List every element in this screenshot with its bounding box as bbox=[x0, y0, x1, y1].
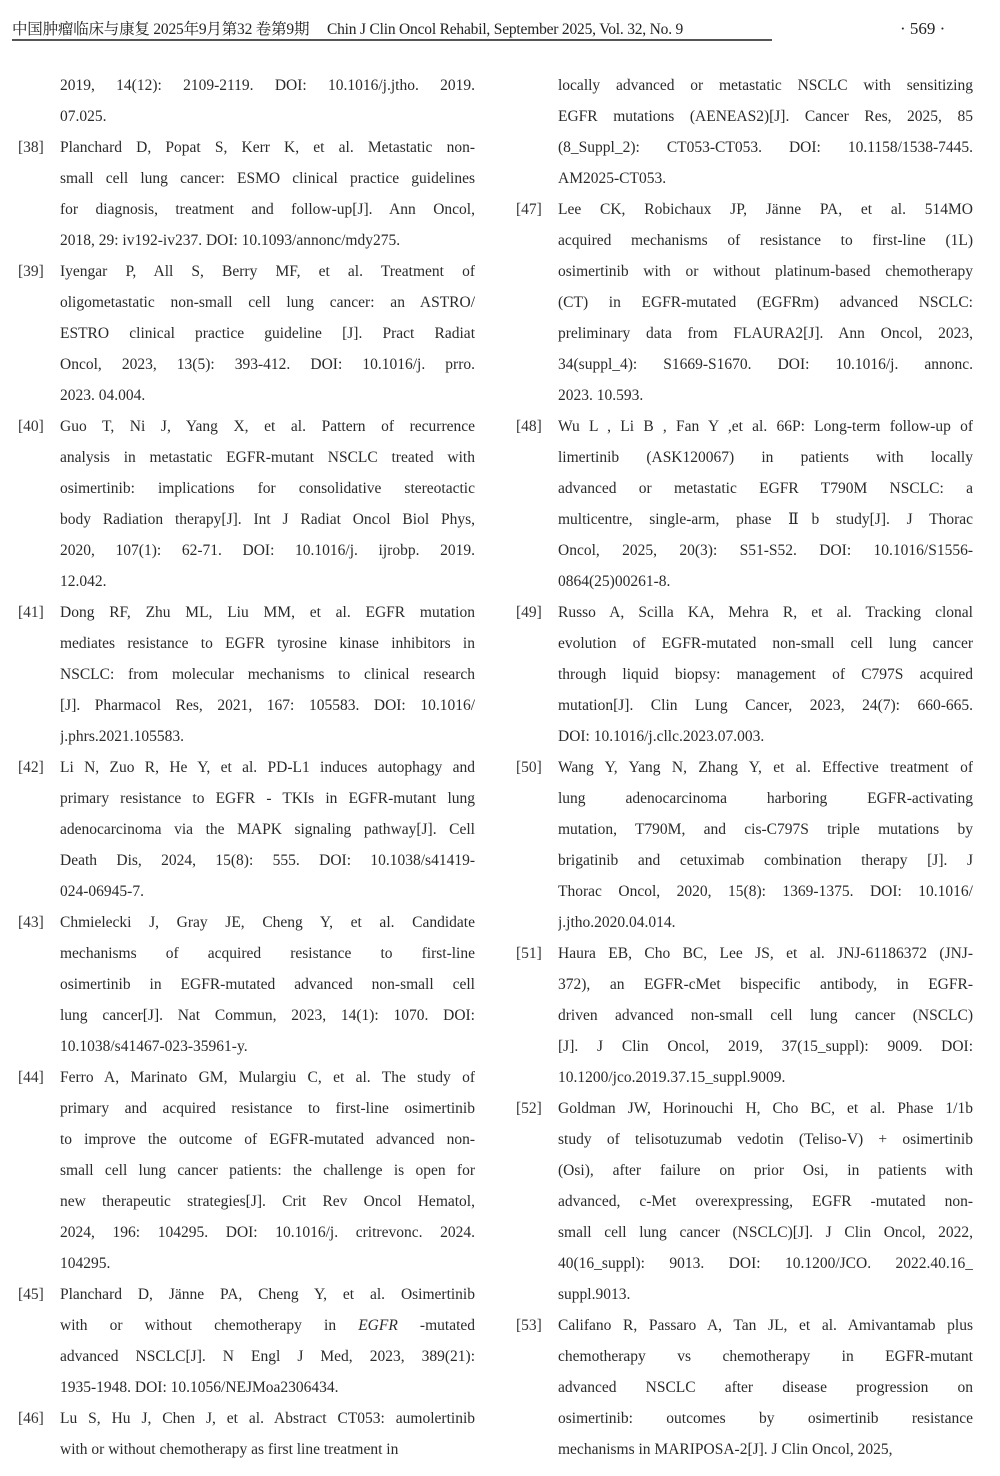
reference-number: [48] bbox=[516, 418, 542, 435]
reference-line: adenocarcinoma via the MAPK signaling pathway[J]. Cell bbox=[60, 821, 475, 838]
reference-line: lung adenocarcinoma harboring EGFR-activating bbox=[558, 790, 973, 807]
reference-entry bbox=[18, 597, 475, 752]
reference-line: Ferro A, Marinato GM, Mulargiu C, et al. The study of bbox=[60, 1069, 475, 1086]
reference-line: mediates resistance to EGFR tyrosine kinase inhibitors in bbox=[60, 635, 475, 652]
reference-line: [J]. J Clin Oncol, 2019, 37(15_suppl): 9009. DOI: bbox=[558, 1038, 973, 1055]
reference-line: Iyengar P, All S, Berry MF, et al. Treatment of bbox=[60, 263, 475, 280]
reference-line: (CT) in EGFR-mutated (EGFRm) advanced NSCLC: bbox=[558, 294, 973, 311]
reference-line: 1935-1948. DOI: 10.1056/NEJMoa2306434. bbox=[60, 1379, 339, 1396]
reference-line: 07.025. bbox=[60, 108, 107, 125]
reference-line: 372), an EGFR-cMet bispecific antibody, in EGFR- bbox=[558, 976, 973, 993]
reference-line: suppl.9013. bbox=[558, 1286, 631, 1303]
reference-line: small cell lung cancer: ESMO clinical practice guidelines bbox=[60, 170, 475, 187]
reference-line: (Osi), after failure on prior Osi, in patients with bbox=[558, 1162, 973, 1179]
reference-line: 2024, 196: 104295. DOI: 10.1016/j. critrevonc. 2024. bbox=[60, 1224, 475, 1241]
reference-line: osimertinib: implications for consolidative stereotactic bbox=[60, 480, 475, 497]
reference-line: j.phrs.2021.105583. bbox=[60, 728, 184, 745]
reference-entry bbox=[18, 1062, 475, 1279]
left-column bbox=[18, 70, 475, 1465]
reference-line: j.jtho.2020.04.014. bbox=[558, 914, 676, 931]
journal-title-cn: 中国肿瘤临床与康复 2025年9月第32 卷第9期 bbox=[12, 21, 310, 38]
reference-line: 10.1200/jco.2019.37.15_suppl.9009. bbox=[558, 1069, 786, 1086]
reference-line: mechanisms of acquired resistance to first-line bbox=[60, 945, 475, 962]
reference-entry bbox=[516, 194, 973, 411]
reference-entry bbox=[516, 938, 973, 1093]
reference-line: advanced NSCLC[J]. N Engl J Med, 2023, 389(21): bbox=[60, 1348, 475, 1365]
reference-line: analysis in metastatic EGFR-mutant NSCLC treated with bbox=[60, 449, 475, 466]
reference-line: mutation[J]. Clin Lung Cancer, 2023, 24(7): 660-665. bbox=[558, 697, 973, 714]
reference-line: osimertinib in EGFR-mutated advanced non-small cell bbox=[60, 976, 475, 993]
reference-line: Li N, Zuo R, He Y, et al. PD-L1 induces autophagy and bbox=[60, 759, 475, 776]
reference-line: Planchard D, Jänne PA, Cheng Y, et al. Osimertinib bbox=[60, 1286, 475, 1303]
reference-number: [51] bbox=[516, 945, 542, 962]
reference-number: [49] bbox=[516, 604, 542, 621]
reference-line: Wang Y, Yang N, Zhang Y, et al. Effective treatment of bbox=[558, 759, 973, 776]
reference-entry bbox=[18, 1403, 475, 1465]
reference-line: 2023. 10.593. bbox=[558, 387, 644, 404]
reference-entry bbox=[18, 1279, 475, 1403]
reference-line: Oncol, 2025, 20(3): S51-S52. DOI: 10.1016/S1556- bbox=[558, 542, 973, 559]
reference-line: AM2025-CT053. bbox=[558, 170, 667, 187]
reference-line: Haura EB, Cho BC, Lee JS, et al. JNJ-61186372 (JNJ- bbox=[558, 945, 973, 962]
reference-number: [50] bbox=[516, 759, 542, 776]
reference-line: driven advanced non-small cell lung cancer (NSCLC) bbox=[558, 1007, 973, 1024]
reference-line: Oncol, 2023, 13(5): 393-412. DOI: 10.1016/j. prro. bbox=[60, 356, 475, 373]
page-number: · 569 · bbox=[900, 19, 946, 38]
reference-line: 2018, 29: iv192-iv237. DOI: 10.1093/annonc/mdy275. bbox=[60, 232, 401, 249]
reference-line: 12.042. bbox=[60, 573, 107, 590]
reference-number: [52] bbox=[516, 1100, 542, 1117]
reference-line: Planchard D, Popat S, Kerr K, et al. Metastatic non- bbox=[60, 139, 475, 156]
reference-line: advanced NSCLC after disease progression on bbox=[558, 1379, 973, 1396]
reference-line: oligometastatic non-small cell lung cancer: an ASTRO/ bbox=[60, 294, 475, 311]
reference-continuation bbox=[516, 70, 973, 194]
reference-line: chemotherapy vs chemotherapy in EGFR-mutant bbox=[558, 1348, 973, 1365]
right-column bbox=[516, 70, 973, 1465]
reference-line: small cell lung cancer patients: the challenge is open for bbox=[60, 1162, 475, 1179]
reference-number: [45] bbox=[18, 1286, 44, 1303]
reference-line: acquired mechanisms of resistance to first-line (1L) bbox=[558, 232, 973, 249]
reference-number: [46] bbox=[18, 1410, 44, 1427]
reference-line: primary resistance to EGFR - TKIs in EGFR-mutant lung bbox=[60, 790, 475, 807]
reference-entry bbox=[516, 752, 973, 938]
reference-line: study of telisotuzumab vedotin (Teliso-V) + osimertinib bbox=[558, 1131, 973, 1148]
reference-line: advanced or metastatic EGFR T790M NSCLC: a bbox=[558, 480, 973, 497]
reference-entry bbox=[18, 256, 475, 411]
reference-line: small cell lung cancer (NSCLC)[J]. J Clin Oncol, 2022, bbox=[558, 1224, 973, 1241]
reference-line: 104295. bbox=[60, 1255, 111, 1272]
reference-number: [39] bbox=[18, 263, 44, 280]
reference-line: new therapeutic strategies[J]. Crit Rev Oncol Hematol, bbox=[60, 1193, 475, 1210]
reference-line: limertinib (ASK120067) in patients with locally bbox=[558, 449, 973, 466]
reference-line: primary and acquired resistance to first-line osimertinib bbox=[60, 1100, 475, 1117]
reference-line: 10.1038/s41467-023-35961-y. bbox=[60, 1038, 248, 1055]
reference-line: 2019, 14(12): 2109-2119. DOI: 10.1016/j.jtho. 2019. bbox=[60, 77, 475, 94]
reference-line: 2020, 107(1): 62-71. DOI: 10.1016/j. ijrobp. 2019. bbox=[60, 542, 475, 559]
reference-entry bbox=[516, 597, 973, 752]
reference-line: multicentre, single-arm, phase Ⅱb study[J]. J Thorac bbox=[558, 511, 973, 528]
reference-entry bbox=[516, 411, 973, 597]
reference-line: with or without chemotherapy in EGFR -mutated bbox=[60, 1317, 475, 1334]
reference-number: [53] bbox=[516, 1317, 542, 1334]
reference-line: 40(16_suppl): 9013. DOI: 10.1200/JCO. 2022.40.16_ bbox=[558, 1255, 973, 1272]
reference-entry bbox=[516, 1093, 973, 1310]
reference-entry bbox=[18, 907, 475, 1062]
reference-line: 024-06945-7. bbox=[60, 883, 144, 900]
reference-entry bbox=[516, 1310, 973, 1465]
reference-line: osimertinib with or without platinum-based chemotherapy bbox=[558, 263, 973, 280]
reference-line: through liquid biopsy: management of C797S acquired bbox=[558, 666, 973, 683]
reference-number: [44] bbox=[18, 1069, 44, 1086]
reference-line: Chmielecki J, Gray JE, Cheng Y, et al. Candidate bbox=[60, 914, 475, 931]
reference-line: Guo T, Ni J, Yang X, et al. Pattern of recurrence bbox=[60, 418, 475, 435]
reference-number: [40] bbox=[18, 418, 44, 435]
reference-number: [41] bbox=[18, 604, 44, 621]
reference-line: NSCLC: from molecular mechanisms to clinical research bbox=[60, 666, 475, 683]
reference-continuation bbox=[18, 70, 475, 132]
reference-line: with or without chemotherapy as first line treatment in bbox=[60, 1441, 399, 1458]
reference-line: brigatinib and cetuximab combination therapy [J]. J bbox=[558, 852, 973, 869]
reference-entry bbox=[18, 411, 475, 597]
reference-line: [J]. Pharmacol Res, 2021, 167: 105583. DOI: 10.1016/ bbox=[60, 697, 475, 714]
reference-number: [42] bbox=[18, 759, 44, 776]
reference-line: mutation, T790M, and cis-C797S triple mutations by bbox=[558, 821, 973, 838]
reference-line: DOI: 10.1016/j.cllc.2023.07.003. bbox=[558, 728, 765, 745]
reference-number: [47] bbox=[516, 201, 542, 218]
reference-line: Lee CK, Robichaux JP, Jänne PA, et al. 514MO bbox=[558, 201, 973, 218]
reference-line: 2023. 04.004. bbox=[60, 387, 146, 404]
reference-line: to improve the outcome of EGFR-mutated advanced non- bbox=[60, 1131, 475, 1148]
running-header bbox=[12, 17, 772, 41]
reference-line: for diagnosis, treatment and follow-up[J]. Ann Oncol, bbox=[60, 201, 475, 218]
reference-entry bbox=[18, 752, 475, 907]
reference-line: mechanisms in MARIPOSA-2[J]. J Clin Oncol, 2025, bbox=[558, 1441, 893, 1458]
journal-title-en: Chin J Clin Oncol Rehabil, September 2025, Vol. 32, No. 9 bbox=[326, 21, 684, 38]
reference-line: advanced, c-Met overexpressing, EGFR -mutated non- bbox=[558, 1193, 973, 1210]
reference-line: Russo A, Scilla KA, Mehra R, et al. Tracking clonal bbox=[558, 604, 973, 621]
reference-line: lung cancer[J]. Nat Commun, 2023, 14(1): 1070. DOI: bbox=[60, 1007, 475, 1024]
reference-line: Califano R, Passaro A, Tan JL, et al. Amivantamab plus bbox=[558, 1317, 973, 1334]
reference-number: [38] bbox=[18, 139, 44, 156]
reference-number: [43] bbox=[18, 914, 44, 931]
reference-line: osimertinib: outcomes by osimertinib resistance bbox=[558, 1410, 973, 1427]
reference-line: evolution of EGFR-mutated non-small cell lung cancer bbox=[558, 635, 973, 652]
reference-line: 34(suppl_4): S1669-S1670. DOI: 10.1016/j. annonc. bbox=[558, 356, 973, 373]
reference-line: (8_Suppl_2): CT053-CT053. DOI: 10.1158/1538-7445. bbox=[558, 139, 973, 156]
reference-line: Wu L , Li B , Fan Y ,et al. 66P: Long-term follow-up of bbox=[558, 418, 973, 435]
reference-line: Dong RF, Zhu ML, Liu MM, et al. EGFR mutation bbox=[60, 604, 475, 621]
reference-line: body Radiation therapy[J]. Int J Radiat Oncol Biol Phys, bbox=[60, 511, 475, 528]
reference-line: ESTRO clinical practice guideline [J]. Pract Radiat bbox=[60, 325, 475, 342]
reference-line: preliminary data from FLAURA2[J]. Ann Oncol, 2023, bbox=[558, 325, 973, 342]
reference-line: 0864(25)00261-8. bbox=[558, 573, 671, 590]
reference-line: Thorac Oncol, 2020, 15(8): 1369-1375. DOI: 10.1016/ bbox=[558, 883, 973, 900]
reference-entry bbox=[18, 132, 475, 256]
reference-line: EGFR mutations (AENEAS2)[J]. Cancer Res, 2025, 85 bbox=[558, 108, 973, 125]
reference-line: Goldman JW, Horinouchi H, Cho BC, et al. Phase 1/1b bbox=[558, 1100, 973, 1117]
reference-line: Lu S, Hu J, Chen J, et al. Abstract CT053: aumolertinib bbox=[60, 1410, 475, 1427]
reference-line: locally advanced or metastatic NSCLC with sensitizing bbox=[558, 77, 973, 94]
reference-line: Death Dis, 2024, 15(8): 555. DOI: 10.1038/s41419- bbox=[60, 852, 475, 869]
